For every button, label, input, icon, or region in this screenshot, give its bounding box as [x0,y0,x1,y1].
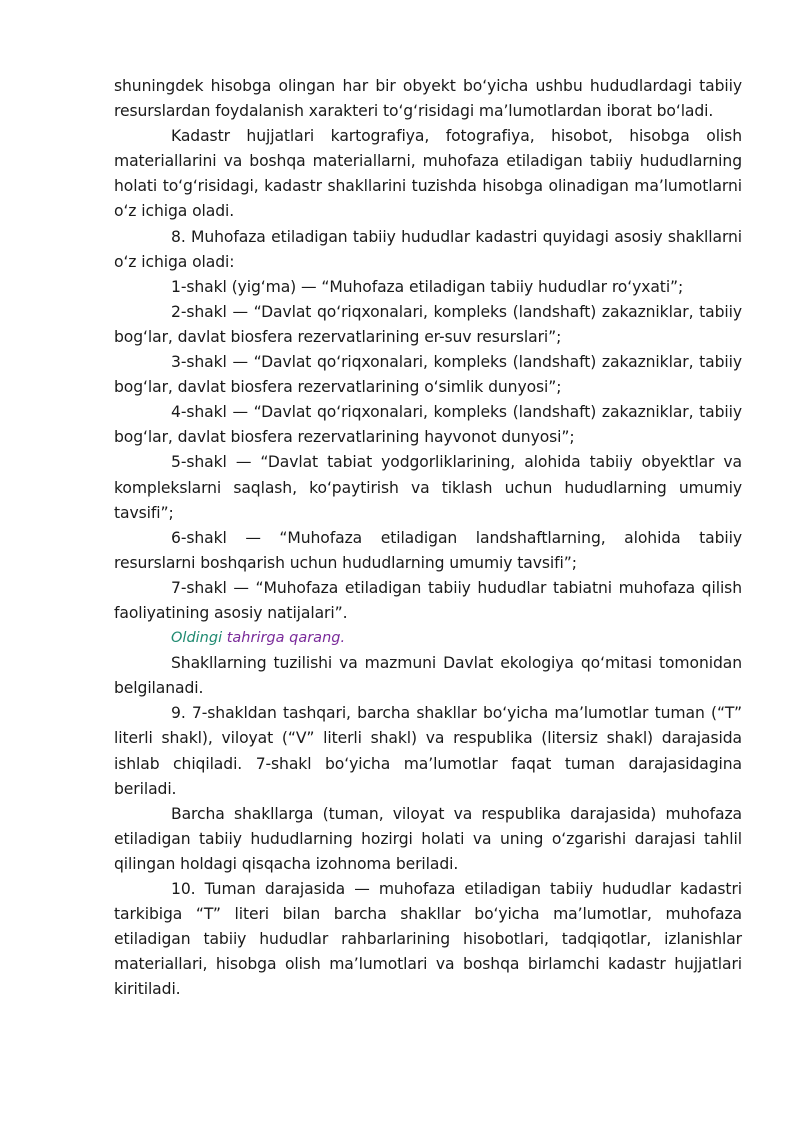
paragraph: 8. Muhofaza etiladigan tabiiy hududlar kadastri quyidagi asosiy shakllarni o‘z ichiga oladi: [114,227,742,271]
note-word-previous[interactable]: Oldingi [171,630,223,647]
paragraph: shuningdek hisobga olingan har bir obyekt bo‘yicha ushbu hududlardagi tabiiy resurslardan foydalanish xarakteri to‘g‘risidagi ma’lumotlardan iborat bo‘ladi. [114,77,742,121]
list-item: 1-shakl (yig‘ma) — “Muhofaza etiladigan tabiiy hududlar ro‘yxati”; [171,277,684,296]
list-item: 2-shakl — “Davlat qo‘riqxonalari, kompleks (landshaft) zakazniklar, tabiiy bog‘lar, davlat biosfera rezervatlarining er-suv resurslari”; [114,302,742,346]
list-item: 7-shakl — “Muhofaza etiladigan tabiiy hududlar tabiatni muhofaza qilish faoliyatining asosiy natijalari”. [114,578,742,622]
paragraph: Barcha shakllarga (tuman, viloyat va respublika darajasida) muhofaza etiladigan tabiiy hududlarning hozirgi holati va uning o‘zgarishi darajasi tahlil qilingan holdagi qisqacha izohnoma beriladi. [114,804,742,873]
list-item: 5-shakl — “Davlat tabiat yodgorliklarining, alohida tabiiy obyektlar va komplekslarni saqlash, ko‘paytirish va tiklash uchun hududlarning umumiy tavsifi”; [114,453,742,522]
paragraph: Kadastr hujjatlari kartografiya, fotografiya, hisobot, hisobga olish materiallarini va boshqa materiallarni, muhofaza etiladigan tabiiy hududlarning holati to‘g‘risidagi, kadastr shakllarini tuzishda hisobga olinadigan ma’lumotlarni o‘z ichiga oladi. [114,127,742,221]
list-item: 4-shakl — “Davlat qo‘riqxonalari, kompleks (landshaft) zakazniklar, tabiiy bog‘lar, davlat biosfera rezervatlarining hayvonot dunyosi”; [114,403,742,447]
list-item: 6-shakl — “Muhofaza etiladigan landshaftlarning, alohida tabiiy resurslarni boshqarish uchun hududlarning umumiy tavsifi”; [114,528,742,572]
list-item: 3-shakl — “Davlat qo‘riqxonalari, kompleks (landshaft) zakazniklar, tabiiy bog‘lar, davlat biosfera rezervatlarining o‘simlik dunyosi”; [114,353,742,397]
paragraph: 10. Tuman darajasida — muhofaza etiladigan tabiiy hududlar kadastri tarkibiga “T” literi bilan barcha shakllar bo‘yicha ma’lumotlar, muhofaza etiladigan tabiiy hududlar rahbarlarining hisobotlari, tadqiqotlar, izlanishlar materiallari, hisobga olish ma’lumotlari va boshqa birlamchi kadastr hujjatlari kiritiladi. [114,880,742,999]
previous-edition-link[interactable] [114,626,742,651]
paragraph: Shakllarning tuzilishi va mazmuni Davlat ekologiya qo‘mitasi tomonidan belgilanadi. [114,654,742,698]
document-page [114,74,742,1002]
paragraph: 9. 7-shakldan tashqari, barcha shakllar bo‘yicha ma’lumotlar tuman (“T” literli shakl), viloyat (“V” literli shakl) va respublika (litersiz shakl) darajasida ishlab chiqiladi. 7-shakl bo‘yicha ma’lumotlar faqat tuman darajasidagina beriladi. [114,704,742,798]
note-word-edition[interactable]: tahrirga qarang. [226,630,346,647]
